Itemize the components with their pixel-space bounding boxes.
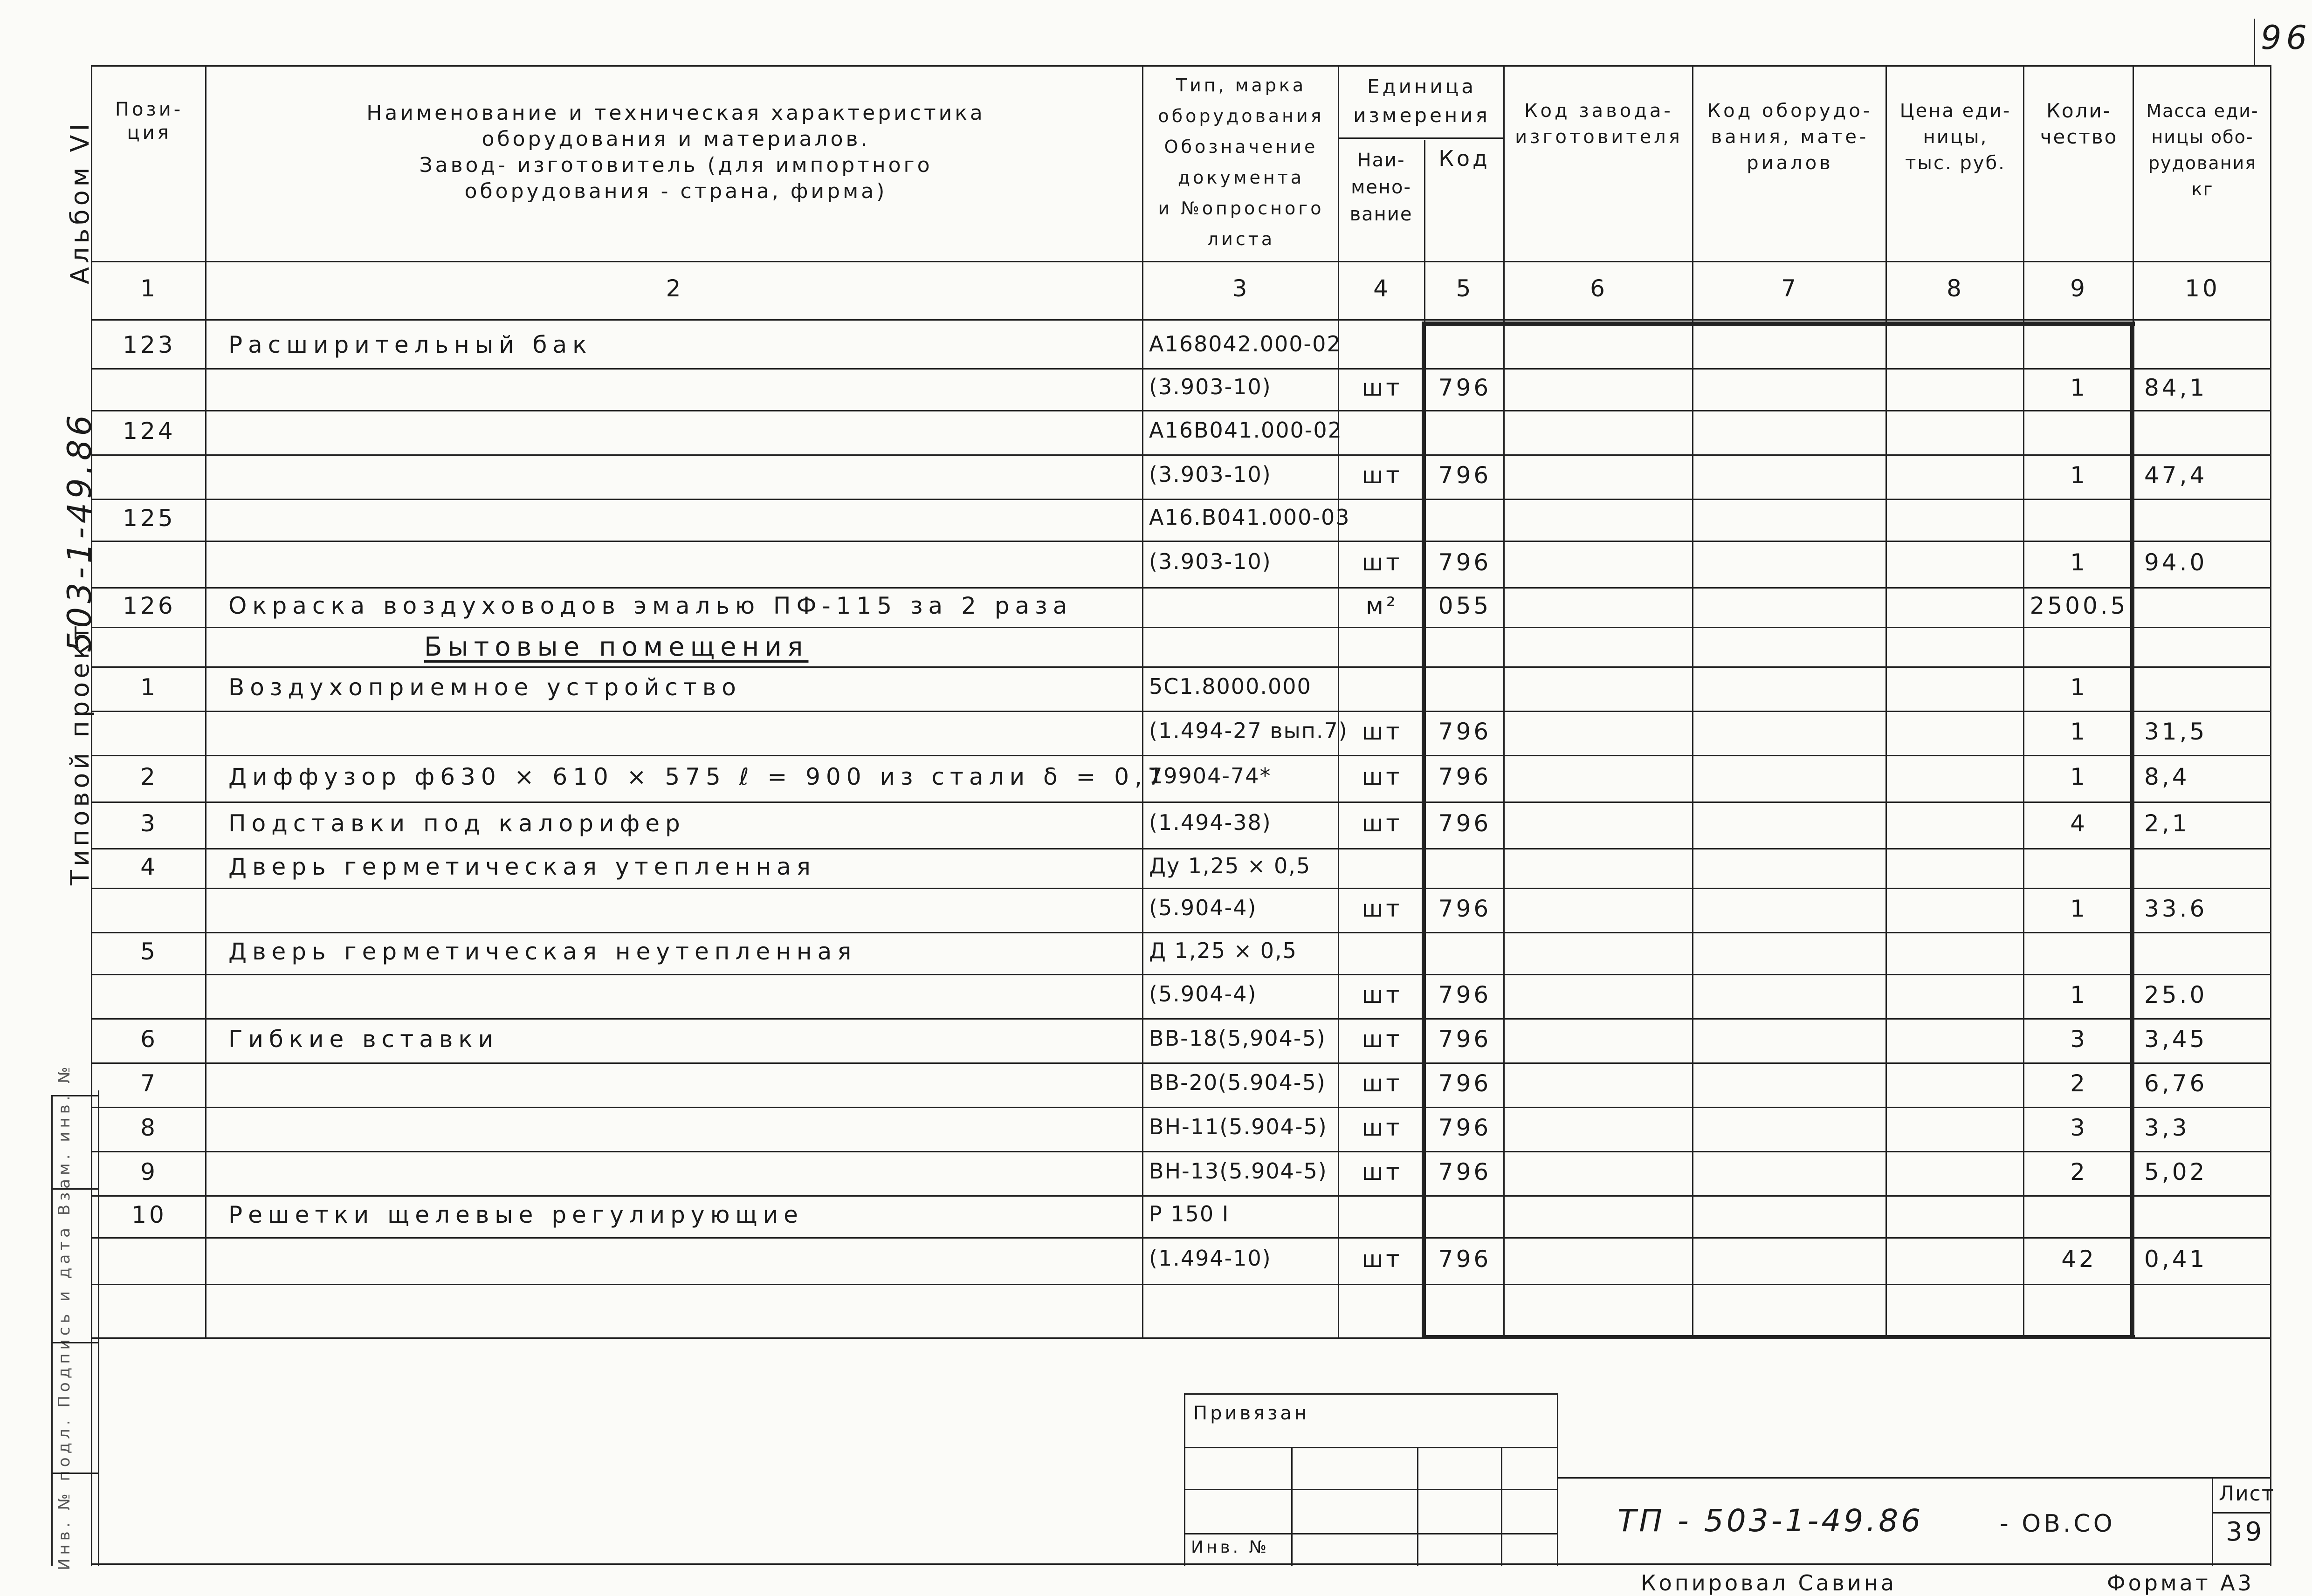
row-pos: 3 <box>140 810 158 837</box>
row-mass: 31,5 <box>2144 718 2208 745</box>
row-divider <box>91 666 2270 668</box>
row-code: 796 <box>1438 1025 1492 1053</box>
row-code: 796 <box>1438 895 1492 922</box>
row-pos: 8 <box>140 1114 158 1141</box>
col-sep-3 <box>1338 65 1339 1337</box>
row-divider <box>91 410 2270 411</box>
row-qty: 3 <box>2070 1025 2088 1053</box>
row-type: (1.494-10) <box>1149 1246 1272 1271</box>
row-mass: 84,1 <box>2144 374 2208 401</box>
footer-format: Формат А3 <box>2107 1570 2254 1596</box>
row-mass: 3,45 <box>2144 1025 2208 1053</box>
row-code: 796 <box>1438 374 1492 401</box>
row-pos: 5 <box>140 938 158 965</box>
row-divider <box>91 888 2270 889</box>
row-pos: 126 <box>123 592 176 619</box>
col-sep-1 <box>205 65 206 1337</box>
sheet-sep <box>2212 1477 2213 1566</box>
row-type: (3.903-10) <box>1149 549 1272 574</box>
doc-suffix: - ОВ.СО <box>2000 1510 2115 1538</box>
row-divider <box>91 368 2270 370</box>
row-qty: 1 <box>2070 549 2088 576</box>
sheet-label: Лист <box>2219 1482 2275 1506</box>
bold-top <box>1422 322 2135 326</box>
row-type: А168042.000-02 <box>1149 331 1342 356</box>
row-type: ВВ-18(5,904-5) <box>1149 1025 1326 1051</box>
column-number: 9 <box>2070 275 2088 302</box>
row-unit: шт <box>1362 981 1403 1008</box>
row-qty: 1 <box>2070 895 2088 922</box>
row-type: 5С1.8000.000 <box>1149 673 1312 699</box>
col-sep-8 <box>2023 65 2024 1337</box>
stamp-v-1 <box>1291 1447 1293 1566</box>
hdr-bottom <box>91 261 2270 262</box>
hdr-unit-split <box>1338 137 1503 139</box>
row-unit: шт <box>1362 1246 1403 1273</box>
row-divider <box>91 1107 2270 1108</box>
row-divider <box>91 932 2270 933</box>
frame-right <box>2270 65 2271 1566</box>
row-type: Ду 1,25 × 0,5 <box>1149 853 1311 878</box>
stamp-v-3 <box>1501 1447 1502 1566</box>
row-code: 796 <box>1438 1246 1492 1273</box>
row-qty: 1 <box>2070 763 2088 790</box>
row-name: Дверь герметическая неутепленная <box>228 938 857 965</box>
column-number: 5 <box>1456 275 1474 302</box>
page-number-mark <box>2254 19 2255 65</box>
row-unit: шт <box>1362 1114 1403 1141</box>
row-mass: 47,4 <box>2144 461 2208 489</box>
row-divider <box>91 974 2270 975</box>
row-mass: 5,02 <box>2144 1158 2208 1185</box>
hdr-equip-code: Код оборудо- вания, мате- риалов <box>1707 100 1873 174</box>
stamp-inv: Инв. № <box>1191 1538 1270 1557</box>
row-pos: 2 <box>140 763 158 790</box>
row-name: Окраска воздуховодов эмалью ПФ-115 за 2 раза <box>228 592 1073 619</box>
hdr-price: Цена еди- ницы, тыс. руб. <box>1899 100 2011 174</box>
margin-line-1 <box>51 1095 98 1096</box>
row-divider <box>91 587 2270 589</box>
row-name: Воздухоприемное устройство <box>228 673 742 701</box>
row-divider <box>91 848 2270 849</box>
doc-designation: ТП - 503-1-49.86 <box>1617 1503 1924 1539</box>
column-number: 3 <box>1232 275 1250 302</box>
row-divider <box>91 454 2270 456</box>
row-qty: 1 <box>2070 461 2088 489</box>
hdr-qty: Коли- чество <box>2040 99 2118 148</box>
row-unit: шт <box>1362 810 1403 837</box>
row-mass: 94.0 <box>2144 549 2208 576</box>
row-type: (5.904-4) <box>1149 895 1257 920</box>
album-label: Альбом VI <box>65 120 95 284</box>
column-number: 2 <box>666 275 684 302</box>
col-sep-6 <box>1692 65 1693 1337</box>
row-qty: 1 <box>2070 981 2088 1008</box>
row-divider <box>91 711 2270 712</box>
row-type: (3.903-10) <box>1149 374 1272 399</box>
row-name: Бытовые помещения <box>424 631 809 662</box>
row-type: (1.494-38) <box>1149 810 1272 835</box>
row-unit: шт <box>1362 461 1403 489</box>
row-mass: 0,41 <box>2144 1246 2208 1273</box>
margin-line-3 <box>51 1342 98 1343</box>
project-label: Типовой проект <box>65 622 95 885</box>
row-type: А16.В041.000-03 <box>1149 505 1350 530</box>
row-qty: 3 <box>2070 1114 2088 1141</box>
hdr-name: Наименование и техническая характеристика оборудования и материалов. Завод- изготовитель (для импортного оборудования - страна, фирма) <box>366 101 985 203</box>
row-divider <box>91 1284 2270 1285</box>
sheet-number: 39 <box>2226 1517 2265 1547</box>
row-pos: 125 <box>123 505 176 532</box>
row-type: Д 1,25 × 0,5 <box>1149 938 1297 963</box>
row-unit: м² <box>1366 592 1398 619</box>
row-divider <box>91 499 2270 500</box>
row-unit: шт <box>1362 895 1403 922</box>
row-pos: 4 <box>140 853 158 880</box>
row-code: 796 <box>1438 1158 1492 1185</box>
row-pos: 9 <box>140 1158 158 1185</box>
hdr-mass: Масса еди- ницы обо- рудования кг <box>2146 101 2259 199</box>
row-code: 796 <box>1438 461 1492 489</box>
row-qty: 2500.5 <box>2030 592 2128 619</box>
project-code: 503-1-49.86 <box>61 411 99 652</box>
col-sep-7 <box>1885 65 1887 1337</box>
column-number: 8 <box>1947 275 1964 302</box>
hdr-position: Пози- ция <box>115 99 184 144</box>
row-type: ВВ-20(5.904-5) <box>1149 1069 1326 1095</box>
row-divider <box>91 801 2270 803</box>
column-number: 1 <box>140 275 158 302</box>
col-sep-2 <box>1142 65 1143 1337</box>
stamp-v-2 <box>1417 1447 1418 1566</box>
row-unit: шт <box>1362 718 1403 745</box>
row-unit: шт <box>1362 374 1403 401</box>
sheet-line <box>2212 1512 2270 1514</box>
col-sep-5 <box>1503 65 1505 1337</box>
row-type: А16В041.000-02 <box>1149 417 1342 443</box>
row-name: Гибкие вставки <box>228 1025 499 1053</box>
column-number: 10 <box>2185 275 2220 302</box>
row-name: Подставки под калорифер <box>228 810 686 837</box>
row-mass: 8,4 <box>2144 763 2190 790</box>
row-type: 19904-74* <box>1149 763 1272 788</box>
stamp-right <box>1557 1393 1558 1566</box>
row-name: Дверь герметическая утепленная <box>228 853 816 880</box>
row-divider <box>91 627 2270 628</box>
row-qty: 1 <box>2070 718 2088 745</box>
row-code: 055 <box>1438 592 1492 619</box>
column-number: 7 <box>1781 275 1799 302</box>
row-unit: шт <box>1362 1158 1403 1185</box>
row-code: 796 <box>1438 549 1492 576</box>
row-type: (5.904-4) <box>1149 981 1257 1007</box>
hdr-unit-code: Код <box>1438 146 1490 171</box>
margin-line-v <box>51 1095 53 1566</box>
row-code: 796 <box>1438 810 1492 837</box>
row-divider <box>91 755 2270 756</box>
hdr-type: Тип, марка оборудования Обозначение документа и №опросного листа <box>1158 75 1324 249</box>
row-unit: шт <box>1362 1069 1403 1097</box>
row-divider <box>91 1062 2270 1064</box>
hdr-unit-name: Наи- мено- вание <box>1349 150 1413 225</box>
row-pos: 7 <box>140 1069 158 1097</box>
row-code: 796 <box>1438 1114 1492 1141</box>
column-number: 4 <box>1373 275 1391 302</box>
row-qty: 1 <box>2070 374 2088 401</box>
column-number: 6 <box>1590 275 1608 302</box>
frame-top <box>91 65 2270 67</box>
row-name: Диффузор ф630 × 610 × 575 ℓ = 900 из стали δ = 0,7 <box>228 763 1168 790</box>
row-pos: 123 <box>123 331 176 358</box>
frame-left <box>91 65 92 1566</box>
row-divider <box>91 1195 2270 1197</box>
row-qty: 2 <box>2070 1069 2088 1097</box>
row-code: 796 <box>1438 1069 1492 1097</box>
stamp-left <box>1184 1393 1185 1566</box>
row-type: (1.494-27 вып.7) <box>1149 718 1348 743</box>
row-mass: 3,3 <box>2144 1114 2190 1141</box>
row-code: 796 <box>1438 763 1492 790</box>
margin-line-2 <box>51 1188 98 1190</box>
row-type: ВН-11(5.904-5) <box>1149 1114 1328 1139</box>
title-top <box>1557 1477 2270 1479</box>
row-pos: 6 <box>140 1025 158 1053</box>
row-type: (3.903-10) <box>1149 461 1272 487</box>
hdr-unit: Единица измерения <box>1353 75 1490 127</box>
colnum-bottom <box>91 319 2270 321</box>
row-qty: 2 <box>2070 1158 2088 1185</box>
row-code: 796 <box>1438 981 1492 1008</box>
row-mass: 6,76 <box>2144 1069 2208 1097</box>
row-name: Расширительный бак <box>228 331 592 358</box>
margin-line-4 <box>51 1473 98 1474</box>
row-type: ВН-13(5.904-5) <box>1149 1158 1328 1184</box>
row-qty: 1 <box>2070 673 2088 701</box>
footer-copied: Копировал Савина <box>1641 1570 1897 1596</box>
row-divider <box>91 1151 2270 1152</box>
row-qty: 4 <box>2070 810 2088 837</box>
row-pos: 1 <box>140 673 158 701</box>
row-unit: шт <box>1362 763 1403 790</box>
page-number: 96 <box>2261 19 2312 57</box>
row-mass: 33.6 <box>2144 895 2208 922</box>
row-unit: шт <box>1362 549 1403 576</box>
stamp-top <box>1184 1393 1557 1395</box>
row-divider <box>91 1337 2270 1339</box>
row-mass: 25.0 <box>2144 981 2208 1008</box>
row-divider <box>91 1018 2270 1020</box>
frame-bottom <box>91 1563 2270 1565</box>
row-unit: шт <box>1362 1025 1403 1053</box>
row-name: Решетки щелевые регулирующие <box>228 1201 804 1228</box>
row-divider <box>91 1237 2270 1239</box>
hdr-factory-code: Код завода- изготовителя <box>1515 100 1683 148</box>
row-divider <box>91 541 2270 542</box>
left-margin-stamp: Инв. № подл. Подпись и дата Взам. инв. № <box>55 1063 74 1570</box>
row-type: Р 150 I <box>1149 1201 1230 1226</box>
stamp-bound: Привязан <box>1193 1403 1310 1424</box>
row-code: 796 <box>1438 718 1492 745</box>
row-pos: 10 <box>131 1201 167 1228</box>
row-mass: 2,1 <box>2144 810 2190 837</box>
row-pos: 124 <box>123 417 176 445</box>
row-qty: 42 <box>2061 1246 2097 1273</box>
